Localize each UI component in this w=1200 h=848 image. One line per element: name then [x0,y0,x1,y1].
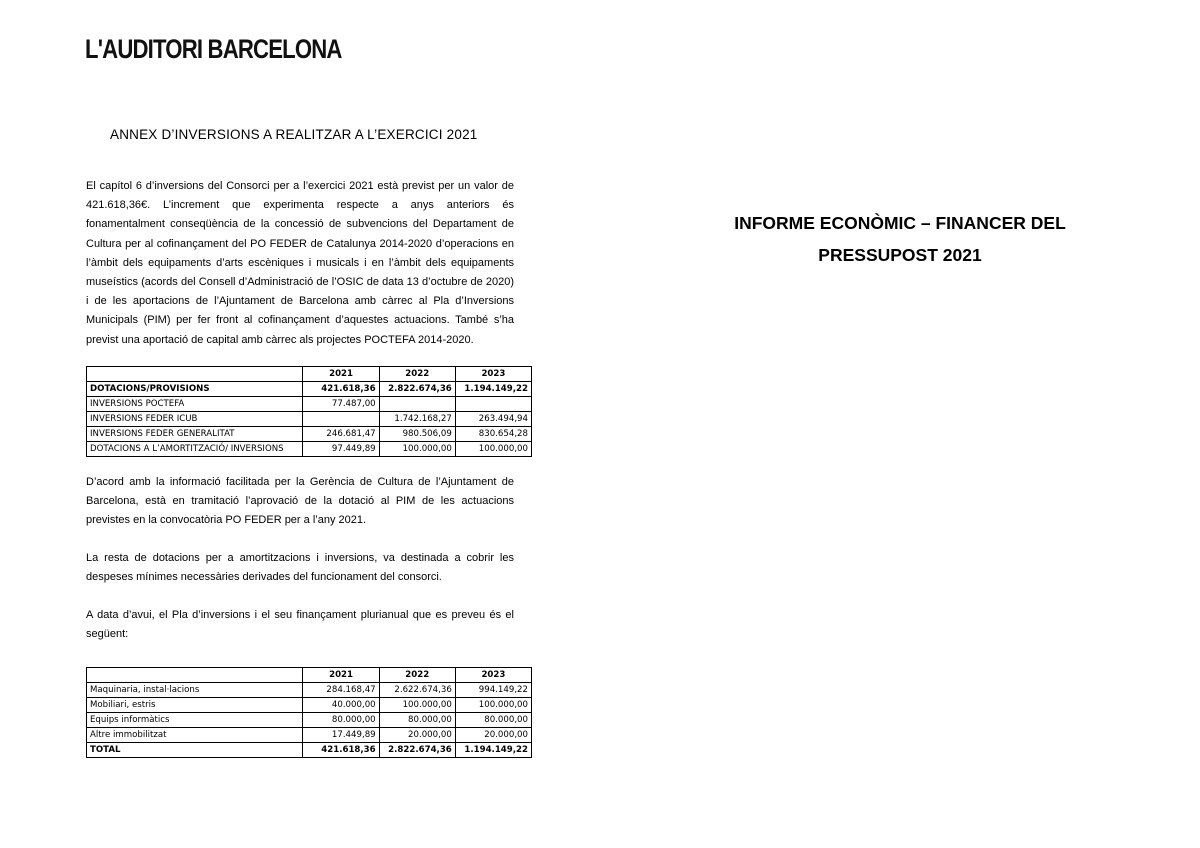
value-2023: 1.194.149,22 [455,743,531,758]
table-row [87,728,532,743]
value-2021: 17.449,89 [303,728,379,743]
value-2023: 100.000,00 [455,442,531,457]
value-2023: 20.000,00 [455,728,531,743]
table-row [87,683,532,698]
header-cell: 2022 [379,668,455,683]
value-2022: 980.506,09 [379,427,455,442]
value-2022: 100.000,00 [379,442,455,457]
value-2021 [303,412,379,427]
dotacions-table [86,366,532,457]
value-2021: 284.168,47 [303,683,379,698]
row-label: Equips informàtics [87,713,303,728]
table-row [87,427,532,442]
report-title [700,207,1100,271]
value-2022: 1.742.168,27 [379,412,455,427]
value-2021: 80.000,00 [303,713,379,728]
value-2021: 421.618,36 [303,382,379,397]
table-row [87,442,532,457]
header-cell: 2023 [455,367,531,382]
value-2021: 77.487,00 [303,397,379,412]
value-2023: 100.000,00 [455,698,531,713]
row-label: TOTAL [87,743,303,758]
annex-title: ANNEX D’INVERSIONS A REALITZAR A L’EXERCICI 2021 [110,127,478,142]
row-label: INVERSIONS FEDER ICUB [87,412,303,427]
report-title-line1: INFORME ECONÒMIC – FINANCER DEL [734,213,1066,233]
value-2022: 100.000,00 [379,698,455,713]
total-row [87,743,532,758]
row-label: Maquinaria, instal·lacions [87,683,303,698]
table-header-row [87,367,532,382]
value-2023: 830.654,28 [455,427,531,442]
header-cell: 2022 [379,367,455,382]
paragraph-pla-inversions: A data d’avui, el Pla d’inversions i el seu finançament plurianual que es preveu és el següent: [86,609,514,641]
value-2022: 80.000,00 [379,713,455,728]
paragraph-capitol-6: El capítol 6 d’inversions del Consorci per a l’exercici 2021 està previst per un valor de 421.618,36€. L’increment que experimenta respecte a anys anteriors és fonamentalment conseqüència de la concessió de subvencions del Departament de Cultura per al cofinançament del PO FEDER de Catalunya 2014-2020 d’operacions en l’àmbit dels equipaments d’arts escèniques i musicals i en l’àmbit dels equipaments museístics (acords del Consell d’Administració de l’OSIC de data 13 d’octubre de 2020) i de les aportacions de l’Ajuntament de Barcelona amb càrrec al Pla d’Inversions Municipals (PIM) per fer front al cofinançament d’aquestes actuacions. També s’ha previst una aportació de capital amb càrrec als projectes POCTEFA 2014-2020. [86,180,514,346]
header-cell: 2021 [303,668,379,683]
table-row [87,412,532,427]
header-cell [87,367,303,382]
value-2021: 97.449,89 [303,442,379,457]
row-label: DOTACIONS A L’AMORTITZACIÓ/ INVERSIONS [87,442,303,457]
table-row [87,713,532,728]
value-2021: 246.681,47 [303,427,379,442]
value-2021: 40.000,00 [303,698,379,713]
value-2023: 263.494,94 [455,412,531,427]
pla-inversions-table [86,667,532,758]
value-2023: 994.149,22 [455,683,531,698]
header-cell: 2023 [455,668,531,683]
value-2022: 2.822.674,36 [379,382,455,397]
row-label: INVERSIONS FEDER GENERALITAT [87,427,303,442]
report-title-line2: PRESSUPOST 2021 [818,245,982,265]
value-2022: 2.622.674,36 [379,683,455,698]
table-row [87,382,532,397]
row-label: DOTACIONS/PROVISIONS [87,382,303,397]
header-cell [87,668,303,683]
row-label: Mobiliari, estris [87,698,303,713]
value-2021: 421.618,36 [303,743,379,758]
paragraph-resta-dotacions: La resta de dotacions per a amortitzacions i inversions, va destinada a cobrir les despeses mínimes necessàries derivades del funcionament del consorci. [86,552,514,584]
row-label: INVERSIONS POCTEFA [87,397,303,412]
value-2022: 20.000,00 [379,728,455,743]
paragraph-gerencia: D’acord amb la informació facilitada per la Gerència de Cultura de l’Ajuntament de Barcelona, està en tramitació l’aprovació de la dotació al PIM de les actuacions previstes en la convocatòria PO FEDER per a l’any 2021. [86,476,514,527]
header-cell: 2021 [303,367,379,382]
value-2022 [379,397,455,412]
value-2022: 2.822.674,36 [379,743,455,758]
value-2023 [455,397,531,412]
value-2023: 1.194.149,22 [455,382,531,397]
table-row [87,698,532,713]
value-2023: 80.000,00 [455,713,531,728]
table-row [87,397,532,412]
table-header-row [87,668,532,683]
row-label: Altre immobilitzat [87,728,303,743]
auditori-logo: L'AUDITORI BARCELONA [85,34,342,64]
